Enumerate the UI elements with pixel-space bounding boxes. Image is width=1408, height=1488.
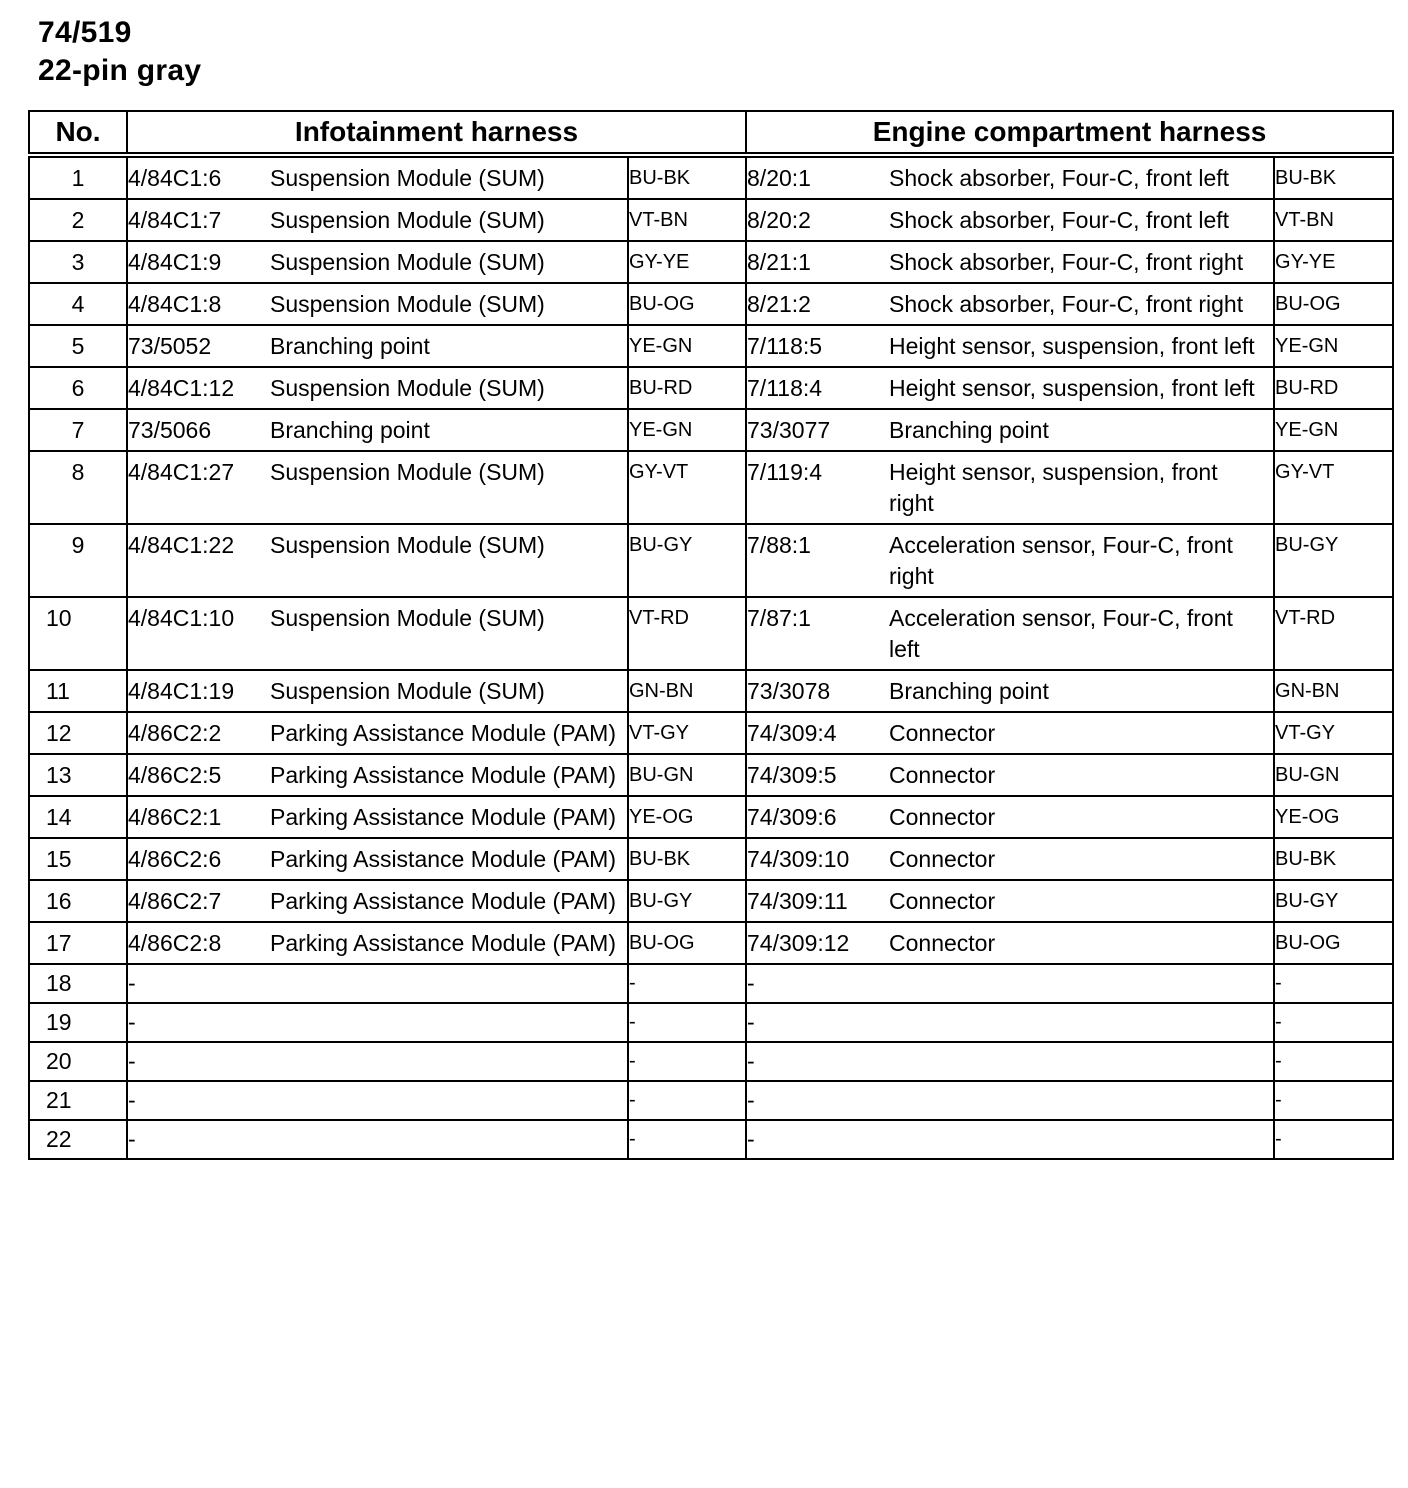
engine-description: Acceleration sensor, Four-C, front left	[889, 605, 1233, 662]
engine-code: 8/21:1	[747, 249, 811, 275]
engine-description: Branching point	[889, 417, 1049, 443]
engine-cell	[746, 1120, 1274, 1159]
infotainment-code: 73/5066	[128, 417, 212, 443]
table-row	[29, 964, 1393, 1003]
infotainment-description: Parking Assistance Module (PAM)	[270, 846, 616, 872]
engine-wire-color: VT-GY	[1274, 712, 1393, 754]
infotainment-wire-color: -	[628, 1081, 746, 1120]
engine-code: 7/119:4	[747, 459, 823, 485]
infotainment-cell	[127, 409, 628, 451]
pin-number: 8	[29, 451, 127, 524]
engine-wire-color: BU-OG	[1274, 283, 1393, 325]
engine-description	[889, 1046, 1273, 1077]
infotainment-cell	[127, 712, 628, 754]
infotainment-code: 4/86C2:5	[128, 762, 222, 788]
infotainment-wire-color: GN-BN	[628, 670, 746, 712]
infotainment-wire-color: BU-OG	[628, 283, 746, 325]
infotainment-code: -	[128, 970, 136, 996]
engine-wire-color: BU-BK	[1274, 155, 1393, 199]
infotainment-code: 4/86C2:7	[128, 888, 222, 914]
infotainment-code: 4/84C1:10	[128, 605, 235, 631]
infotainment-cell	[127, 241, 628, 283]
header-no: No.	[29, 111, 127, 155]
infotainment-code: -	[128, 1048, 136, 1074]
pin-table	[28, 110, 1394, 1160]
table-row	[29, 712, 1393, 754]
engine-code: 7/88:1	[747, 532, 811, 558]
engine-cell	[746, 880, 1274, 922]
pin-number: 6	[29, 367, 127, 409]
engine-description	[889, 1007, 1273, 1038]
infotainment-code: 73/5052	[128, 333, 212, 359]
infotainment-cell	[127, 1081, 628, 1120]
infotainment-cell	[127, 199, 628, 241]
pin-number: 15	[29, 838, 127, 880]
infotainment-cell	[127, 451, 628, 524]
table-row	[29, 597, 1393, 670]
pin-number: 3	[29, 241, 127, 283]
infotainment-description: Parking Assistance Module (PAM)	[270, 930, 616, 956]
infotainment-wire-color: -	[628, 964, 746, 1003]
infotainment-code: -	[128, 1087, 136, 1113]
infotainment-description: Parking Assistance Module (PAM)	[270, 888, 616, 914]
engine-code: 73/3078	[747, 678, 831, 704]
engine-wire-color: VT-BN	[1274, 199, 1393, 241]
infotainment-code: 4/86C2:6	[128, 846, 222, 872]
engine-code: -	[747, 1087, 755, 1113]
engine-description: Acceleration sensor, Four-C, front right	[889, 532, 1233, 589]
infotainment-description: Suspension Module (SUM)	[270, 678, 545, 704]
engine-code: 74/309:10	[747, 846, 850, 872]
engine-wire-color: GY-YE	[1274, 241, 1393, 283]
infotainment-cell	[127, 880, 628, 922]
engine-code: -	[747, 1048, 755, 1074]
infotainment-wire-color: BU-GY	[628, 880, 746, 922]
engine-description: Height sensor, suspension, front left	[889, 375, 1255, 401]
header-engine-compartment-harness: Engine compartment harness	[746, 111, 1393, 155]
engine-wire-color: YE-OG	[1274, 796, 1393, 838]
infotainment-description: Suspension Module (SUM)	[270, 165, 545, 191]
engine-description	[889, 968, 1273, 999]
infotainment-cell	[127, 670, 628, 712]
infotainment-cell	[127, 922, 628, 964]
engine-cell	[746, 597, 1274, 670]
infotainment-code: 4/84C1:6	[128, 165, 222, 191]
pin-number: 18	[29, 964, 127, 1003]
infotainment-cell	[127, 367, 628, 409]
engine-wire-color: GN-BN	[1274, 670, 1393, 712]
engine-code: 8/20:1	[747, 165, 811, 191]
table-row	[29, 524, 1393, 597]
infotainment-description: Parking Assistance Module (PAM)	[270, 804, 616, 830]
pin-number: 9	[29, 524, 127, 597]
engine-code: 7/118:4	[747, 375, 823, 401]
table-row	[29, 796, 1393, 838]
infotainment-code: -	[128, 1126, 136, 1152]
pin-number: 22	[29, 1120, 127, 1159]
engine-code: 7/87:1	[747, 605, 811, 631]
infotainment-code: 4/84C1:8	[128, 291, 222, 317]
infotainment-code: 4/84C1:19	[128, 678, 235, 704]
engine-code: -	[747, 1009, 755, 1035]
infotainment-wire-color: YE-GN	[628, 409, 746, 451]
infotainment-wire-color: VT-RD	[628, 597, 746, 670]
infotainment-code: 4/84C1:7	[128, 207, 222, 233]
pin-table-body	[29, 155, 1393, 1159]
pin-number: 2	[29, 199, 127, 241]
infotainment-cell	[127, 1003, 628, 1042]
table-row	[29, 1120, 1393, 1159]
engine-cell	[746, 283, 1274, 325]
infotainment-cell	[127, 1042, 628, 1081]
infotainment-cell	[127, 524, 628, 597]
infotainment-description: Suspension Module (SUM)	[270, 605, 545, 631]
engine-cell	[746, 409, 1274, 451]
infotainment-code: 4/86C2:1	[128, 804, 222, 830]
infotainment-wire-color: BU-OG	[628, 922, 746, 964]
engine-description: Shock absorber, Four-C, front right	[889, 291, 1244, 317]
pin-number: 19	[29, 1003, 127, 1042]
engine-wire-color: -	[1274, 1042, 1393, 1081]
infotainment-code: 4/86C2:2	[128, 720, 222, 746]
engine-code: -	[747, 1126, 755, 1152]
table-row	[29, 241, 1393, 283]
table-header-row	[29, 111, 1393, 155]
infotainment-cell	[127, 796, 628, 838]
infotainment-description: Suspension Module (SUM)	[270, 459, 545, 485]
table-row	[29, 880, 1393, 922]
infotainment-wire-color: GY-VT	[628, 451, 746, 524]
engine-code: 74/309:12	[747, 930, 850, 956]
infotainment-wire-color: -	[628, 1120, 746, 1159]
infotainment-description: Suspension Module (SUM)	[270, 375, 545, 401]
infotainment-description: Parking Assistance Module (PAM)	[270, 762, 616, 788]
engine-description: Connector	[889, 720, 996, 746]
infotainment-description: Branching point	[270, 333, 430, 359]
table-row	[29, 451, 1393, 524]
infotainment-description: Suspension Module (SUM)	[270, 207, 545, 233]
infotainment-cell	[127, 754, 628, 796]
infotainment-wire-color: YE-OG	[628, 796, 746, 838]
engine-description: Height sensor, suspension, front right	[889, 459, 1218, 516]
infotainment-cell	[127, 283, 628, 325]
engine-wire-color: VT-RD	[1274, 597, 1393, 670]
infotainment-cell	[127, 597, 628, 670]
engine-description: Connector	[889, 846, 996, 872]
pin-number: 13	[29, 754, 127, 796]
engine-cell	[746, 367, 1274, 409]
infotainment-code: -	[128, 1009, 136, 1035]
table-row	[29, 409, 1393, 451]
engine-wire-color: BU-GN	[1274, 754, 1393, 796]
engine-description: Connector	[889, 804, 996, 830]
infotainment-wire-color: GY-YE	[628, 241, 746, 283]
engine-cell	[746, 1003, 1274, 1042]
infotainment-wire-color: BU-BK	[628, 838, 746, 880]
infotainment-code: 4/84C1:9	[128, 249, 222, 275]
table-row	[29, 155, 1393, 199]
engine-cell	[746, 241, 1274, 283]
engine-code: 74/309:6	[747, 804, 837, 830]
infotainment-code: 4/84C1:12	[128, 375, 235, 401]
header-infotainment-harness: Infotainment harness	[127, 111, 746, 155]
pin-number: 4	[29, 283, 127, 325]
infotainment-code: 4/86C2:8	[128, 930, 222, 956]
infotainment-description: Suspension Module (SUM)	[270, 532, 545, 558]
infotainment-description: Branching point	[270, 417, 430, 443]
infotainment-wire-color: -	[628, 1042, 746, 1081]
engine-cell	[746, 796, 1274, 838]
engine-cell	[746, 838, 1274, 880]
engine-code: 73/3077	[747, 417, 831, 443]
pin-number: 11	[29, 670, 127, 712]
engine-description: Connector	[889, 930, 996, 956]
pin-number: 12	[29, 712, 127, 754]
engine-cell	[746, 964, 1274, 1003]
engine-wire-color: BU-OG	[1274, 922, 1393, 964]
pin-number: 1	[29, 155, 127, 199]
engine-wire-color: -	[1274, 1003, 1393, 1042]
table-row	[29, 838, 1393, 880]
engine-code: 7/118:5	[747, 333, 823, 359]
infotainment-description	[270, 1124, 627, 1155]
infotainment-wire-color: BU-RD	[628, 367, 746, 409]
engine-cell	[746, 670, 1274, 712]
infotainment-description: Suspension Module (SUM)	[270, 249, 545, 275]
infotainment-description	[270, 1085, 627, 1116]
engine-code: -	[747, 970, 755, 996]
engine-description: Branching point	[889, 678, 1049, 704]
engine-wire-color: BU-GY	[1274, 880, 1393, 922]
engine-code: 8/21:2	[747, 291, 811, 317]
engine-description: Connector	[889, 762, 996, 788]
engine-cell	[746, 325, 1274, 367]
engine-wire-color: BU-BK	[1274, 838, 1393, 880]
engine-wire-color: BU-RD	[1274, 367, 1393, 409]
infotainment-description: Parking Assistance Module (PAM)	[270, 720, 616, 746]
infotainment-description	[270, 1007, 627, 1038]
infotainment-wire-color: BU-GY	[628, 524, 746, 597]
engine-wire-color: YE-GN	[1274, 409, 1393, 451]
table-row	[29, 1042, 1393, 1081]
engine-description: Shock absorber, Four-C, front left	[889, 207, 1230, 233]
engine-wire-color: -	[1274, 1120, 1393, 1159]
engine-wire-color: BU-GY	[1274, 524, 1393, 597]
infotainment-cell	[127, 838, 628, 880]
table-row	[29, 670, 1393, 712]
engine-description: Shock absorber, Four-C, front right	[889, 249, 1244, 275]
infotainment-description	[270, 968, 627, 999]
table-row	[29, 1081, 1393, 1120]
engine-cell	[746, 1042, 1274, 1081]
infotainment-cell	[127, 964, 628, 1003]
engine-wire-color: -	[1274, 1081, 1393, 1120]
engine-wire-color: -	[1274, 964, 1393, 1003]
engine-cell	[746, 712, 1274, 754]
table-row	[29, 754, 1393, 796]
engine-code: 74/309:4	[747, 720, 837, 746]
infotainment-cell	[127, 155, 628, 199]
infotainment-wire-color: -	[628, 1003, 746, 1042]
infotainment-cell	[127, 1120, 628, 1159]
infotainment-wire-color: BU-GN	[628, 754, 746, 796]
engine-cell	[746, 1081, 1274, 1120]
infotainment-wire-color: BU-BK	[628, 155, 746, 199]
pin-number: 17	[29, 922, 127, 964]
document-header	[38, 14, 201, 90]
infotainment-description	[270, 1046, 627, 1077]
engine-description: Connector	[889, 888, 996, 914]
infotainment-wire-color: VT-BN	[628, 199, 746, 241]
engine-code: 8/20:2	[747, 207, 811, 233]
connector-description: 22-pin gray	[38, 54, 202, 87]
engine-code: 74/309:5	[747, 762, 837, 788]
pin-number: 14	[29, 796, 127, 838]
infotainment-cell	[127, 325, 628, 367]
table-row	[29, 1003, 1393, 1042]
pin-number: 5	[29, 325, 127, 367]
infotainment-code: 4/84C1:27	[128, 459, 235, 485]
infotainment-code: 4/84C1:22	[128, 532, 235, 558]
engine-cell	[746, 922, 1274, 964]
engine-cell	[746, 451, 1274, 524]
table-row	[29, 922, 1393, 964]
table-row	[29, 199, 1393, 241]
table-row	[29, 325, 1393, 367]
table-row	[29, 367, 1393, 409]
engine-wire-color: YE-GN	[1274, 325, 1393, 367]
table-row	[29, 283, 1393, 325]
engine-description	[889, 1124, 1273, 1155]
engine-description: Height sensor, suspension, front left	[889, 333, 1255, 359]
engine-cell	[746, 199, 1274, 241]
connector-id: 74/519	[38, 16, 132, 49]
engine-cell	[746, 754, 1274, 796]
infotainment-wire-color: VT-GY	[628, 712, 746, 754]
infotainment-description: Suspension Module (SUM)	[270, 291, 545, 317]
engine-description	[889, 1085, 1273, 1116]
engine-wire-color: GY-VT	[1274, 451, 1393, 524]
engine-code: 74/309:11	[747, 888, 848, 914]
engine-description: Shock absorber, Four-C, front left	[889, 165, 1230, 191]
infotainment-wire-color: YE-GN	[628, 325, 746, 367]
pin-number: 7	[29, 409, 127, 451]
pin-number: 16	[29, 880, 127, 922]
pin-number: 20	[29, 1042, 127, 1081]
pin-number: 21	[29, 1081, 127, 1120]
engine-cell	[746, 524, 1274, 597]
pin-number: 10	[29, 597, 127, 670]
engine-cell	[746, 155, 1274, 199]
